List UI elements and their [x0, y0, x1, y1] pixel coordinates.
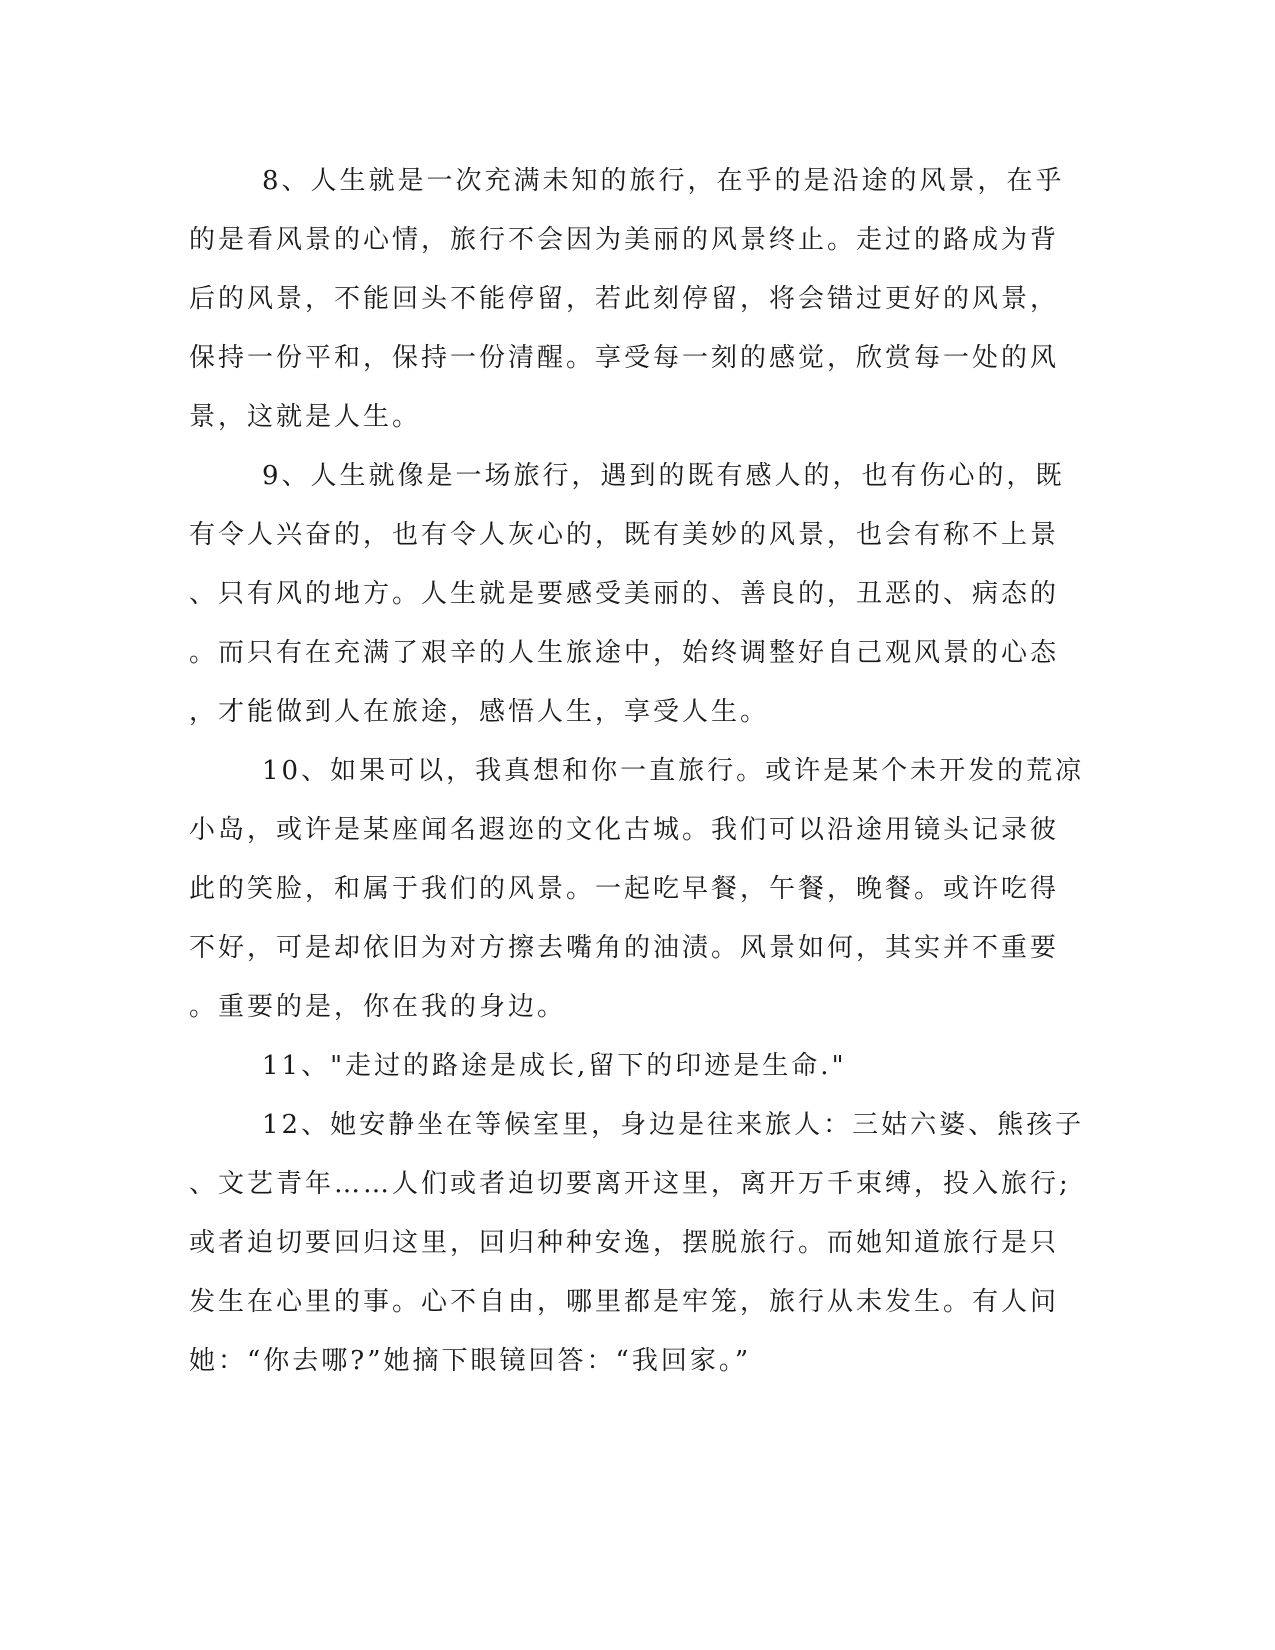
paragraph-8-line-3: 后的风景，不能回头不能停留，若此刻停留，将会错过更好的风景，: [189, 284, 1060, 314]
paragraph-8-line-1: 8、人生就是一次充满未知的旅行，在乎的是沿途的风景，在乎: [262, 166, 1065, 196]
paragraph-12-line-3: 或者迫切要回归这里，回归种种安逸，摆脱旅行。而她知道旅行是只: [189, 1228, 1060, 1258]
paragraph-10-line-4: 不好，可是却依旧为对方擦去嘴角的油渍。风景如何，其实并不重要: [189, 933, 1060, 963]
paragraph-10-line-1: 10、如果可以，我真想和你一直旅行。或许是某个未开发的荒凉: [262, 756, 1085, 786]
paragraph-12-line-5: 她：“你去哪?”她摘下眼镜回答：“我回家。”: [189, 1346, 752, 1376]
paragraph-12-line-4: 发生在心里的事。心不自由，哪里都是牢笼，旅行从未发生。有人问: [189, 1287, 1060, 1317]
paragraph-8-line-4: 保持一份平和，保持一份清醒。享受每一刻的感觉，欣赏每一处的风: [189, 343, 1060, 373]
paragraph-12-line-1: 12、她安静坐在等候室里，身边是往来旅人：三姑六婆、熊孩子: [262, 1110, 1085, 1140]
paragraph-9-line-5: ，才能做到人在旅途，感悟人生，享受人生。: [189, 697, 770, 727]
paragraph-10-line-2: 小岛，或许是某座闻名遐迩的文化古城。我们可以沿途用镜头记录彼: [189, 815, 1060, 845]
paragraph-8-line-2: 的是看风景的心情，旅行不会因为美丽的风景终止。走过的路成为背: [189, 225, 1060, 255]
paragraph-8-line-5: 景，这就是人生。: [189, 402, 422, 432]
paragraph-9-line-1: 9、人生就像是一场旅行，遇到的既有感人的，也有伤心的，既: [262, 461, 1065, 491]
paragraph-9-line-2: 有令人兴奋的，也有令人灰心的，既有美妙的风景，也会有称不上景: [189, 520, 1060, 550]
paragraph-9-line-4: 。而只有在充满了艰辛的人生旅途中，始终调整好自己观风景的心态: [189, 638, 1060, 668]
paragraph-11-line-1: 11、"走过的路途是成长,留下的印迹是生命.": [262, 1051, 847, 1081]
paragraph-10-line-5: 。重要的是，你在我的身边。: [189, 992, 567, 1022]
paragraph-9-line-3: 、只有风的地方。人生就是要感受美丽的、善良的，丑恶的、病态的: [189, 579, 1060, 609]
paragraph-10-line-3: 此的笑脸，和属于我们的风景。一起吃早餐，午餐，晚餐。或许吃得: [189, 874, 1060, 904]
paragraph-12-line-2: 、文艺青年……人们或者迫切要离开这里，离开万千束缚，投入旅行;: [189, 1169, 1071, 1199]
